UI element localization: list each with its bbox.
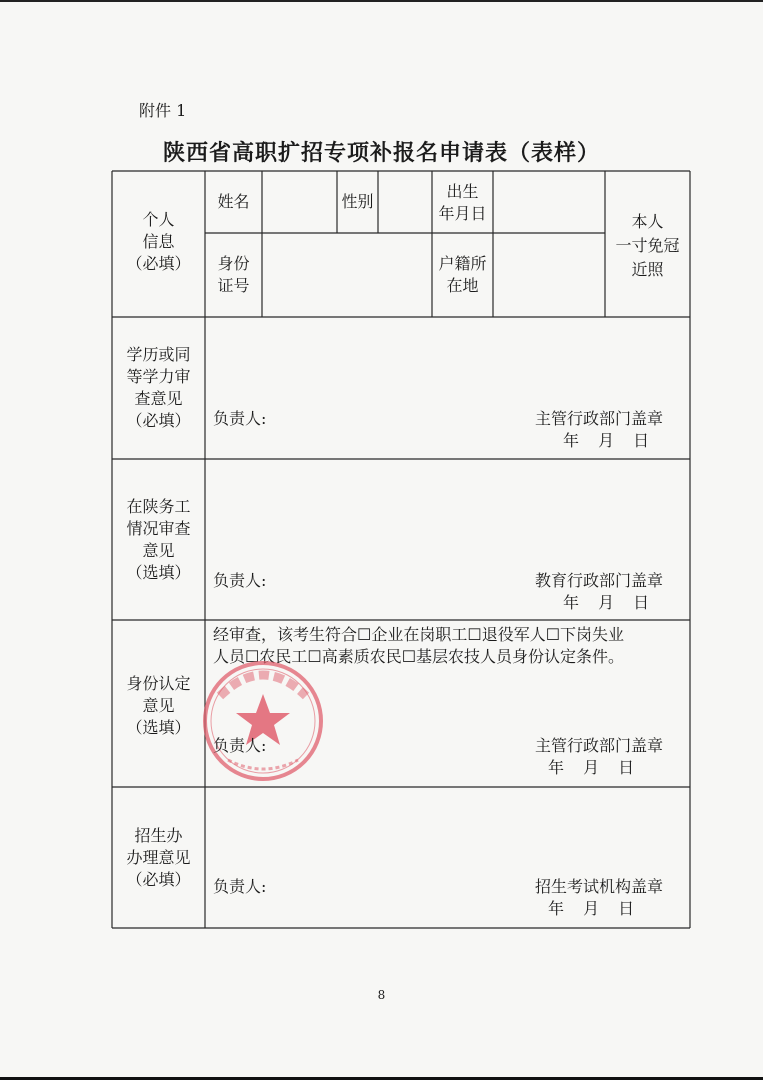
household-label: 户籍所 在地 xyxy=(438,254,487,295)
education-date-label: 年 月 日 xyxy=(563,431,650,450)
birth-date-label: 出生 年月日 xyxy=(438,182,487,223)
work-person-label: 负责人: xyxy=(213,571,267,590)
admission-date-label: 年 月 日 xyxy=(548,899,635,918)
admission-person-label: 负责人: xyxy=(213,877,267,896)
page-number: 8 xyxy=(377,988,386,1002)
admission-section-label: 招生办 办理意见 （必填） xyxy=(126,826,191,889)
admission-seal-label: 招生考试机构盖章 xyxy=(535,877,664,896)
identity-statement-line2: 人员☐农民工☐高素质农民☐基层农技人员身份认定条件。 xyxy=(213,647,625,666)
attachment-label: 附件 1 xyxy=(139,101,187,120)
gender-label: 性别 xyxy=(341,192,374,211)
personal-section-label: 个人 信息 （必填） xyxy=(126,210,191,273)
name-label: 姓名 xyxy=(217,192,250,211)
scan-top-edge xyxy=(0,0,763,2)
work-date-label: 年 月 日 xyxy=(563,593,650,612)
identity-person-label: 负责人: xyxy=(213,736,267,755)
photo-placeholder-label: 本人 一寸免冠 近照 xyxy=(615,212,680,279)
work-section-label: 在陕务工 情况审查 意见 （选填） xyxy=(126,497,191,582)
education-person-label: 负责人: xyxy=(213,409,267,428)
identity-statement-line1: 经审查，该考生符合☐企业在岗职工☐退役军人☐下岗失业 xyxy=(213,625,625,644)
work-seal-label: 教育行政部门盖章 xyxy=(535,571,664,590)
identity-section-label: 身份认定 意见 （选填） xyxy=(126,674,191,737)
education-section-label: 学历或同 等学力审 查意见 （必填） xyxy=(126,345,191,430)
id-number-label: 身份 证号 xyxy=(217,254,250,295)
identity-seal-label: 主管行政部门盖章 xyxy=(535,736,664,755)
form-title: 陕西省高职扩招专项补报名申请表（表样） xyxy=(162,140,600,166)
education-seal-label: 主管行政部门盖章 xyxy=(535,409,664,428)
identity-date-label: 年 月 日 xyxy=(548,758,635,777)
official-seal-stamp xyxy=(198,656,328,786)
